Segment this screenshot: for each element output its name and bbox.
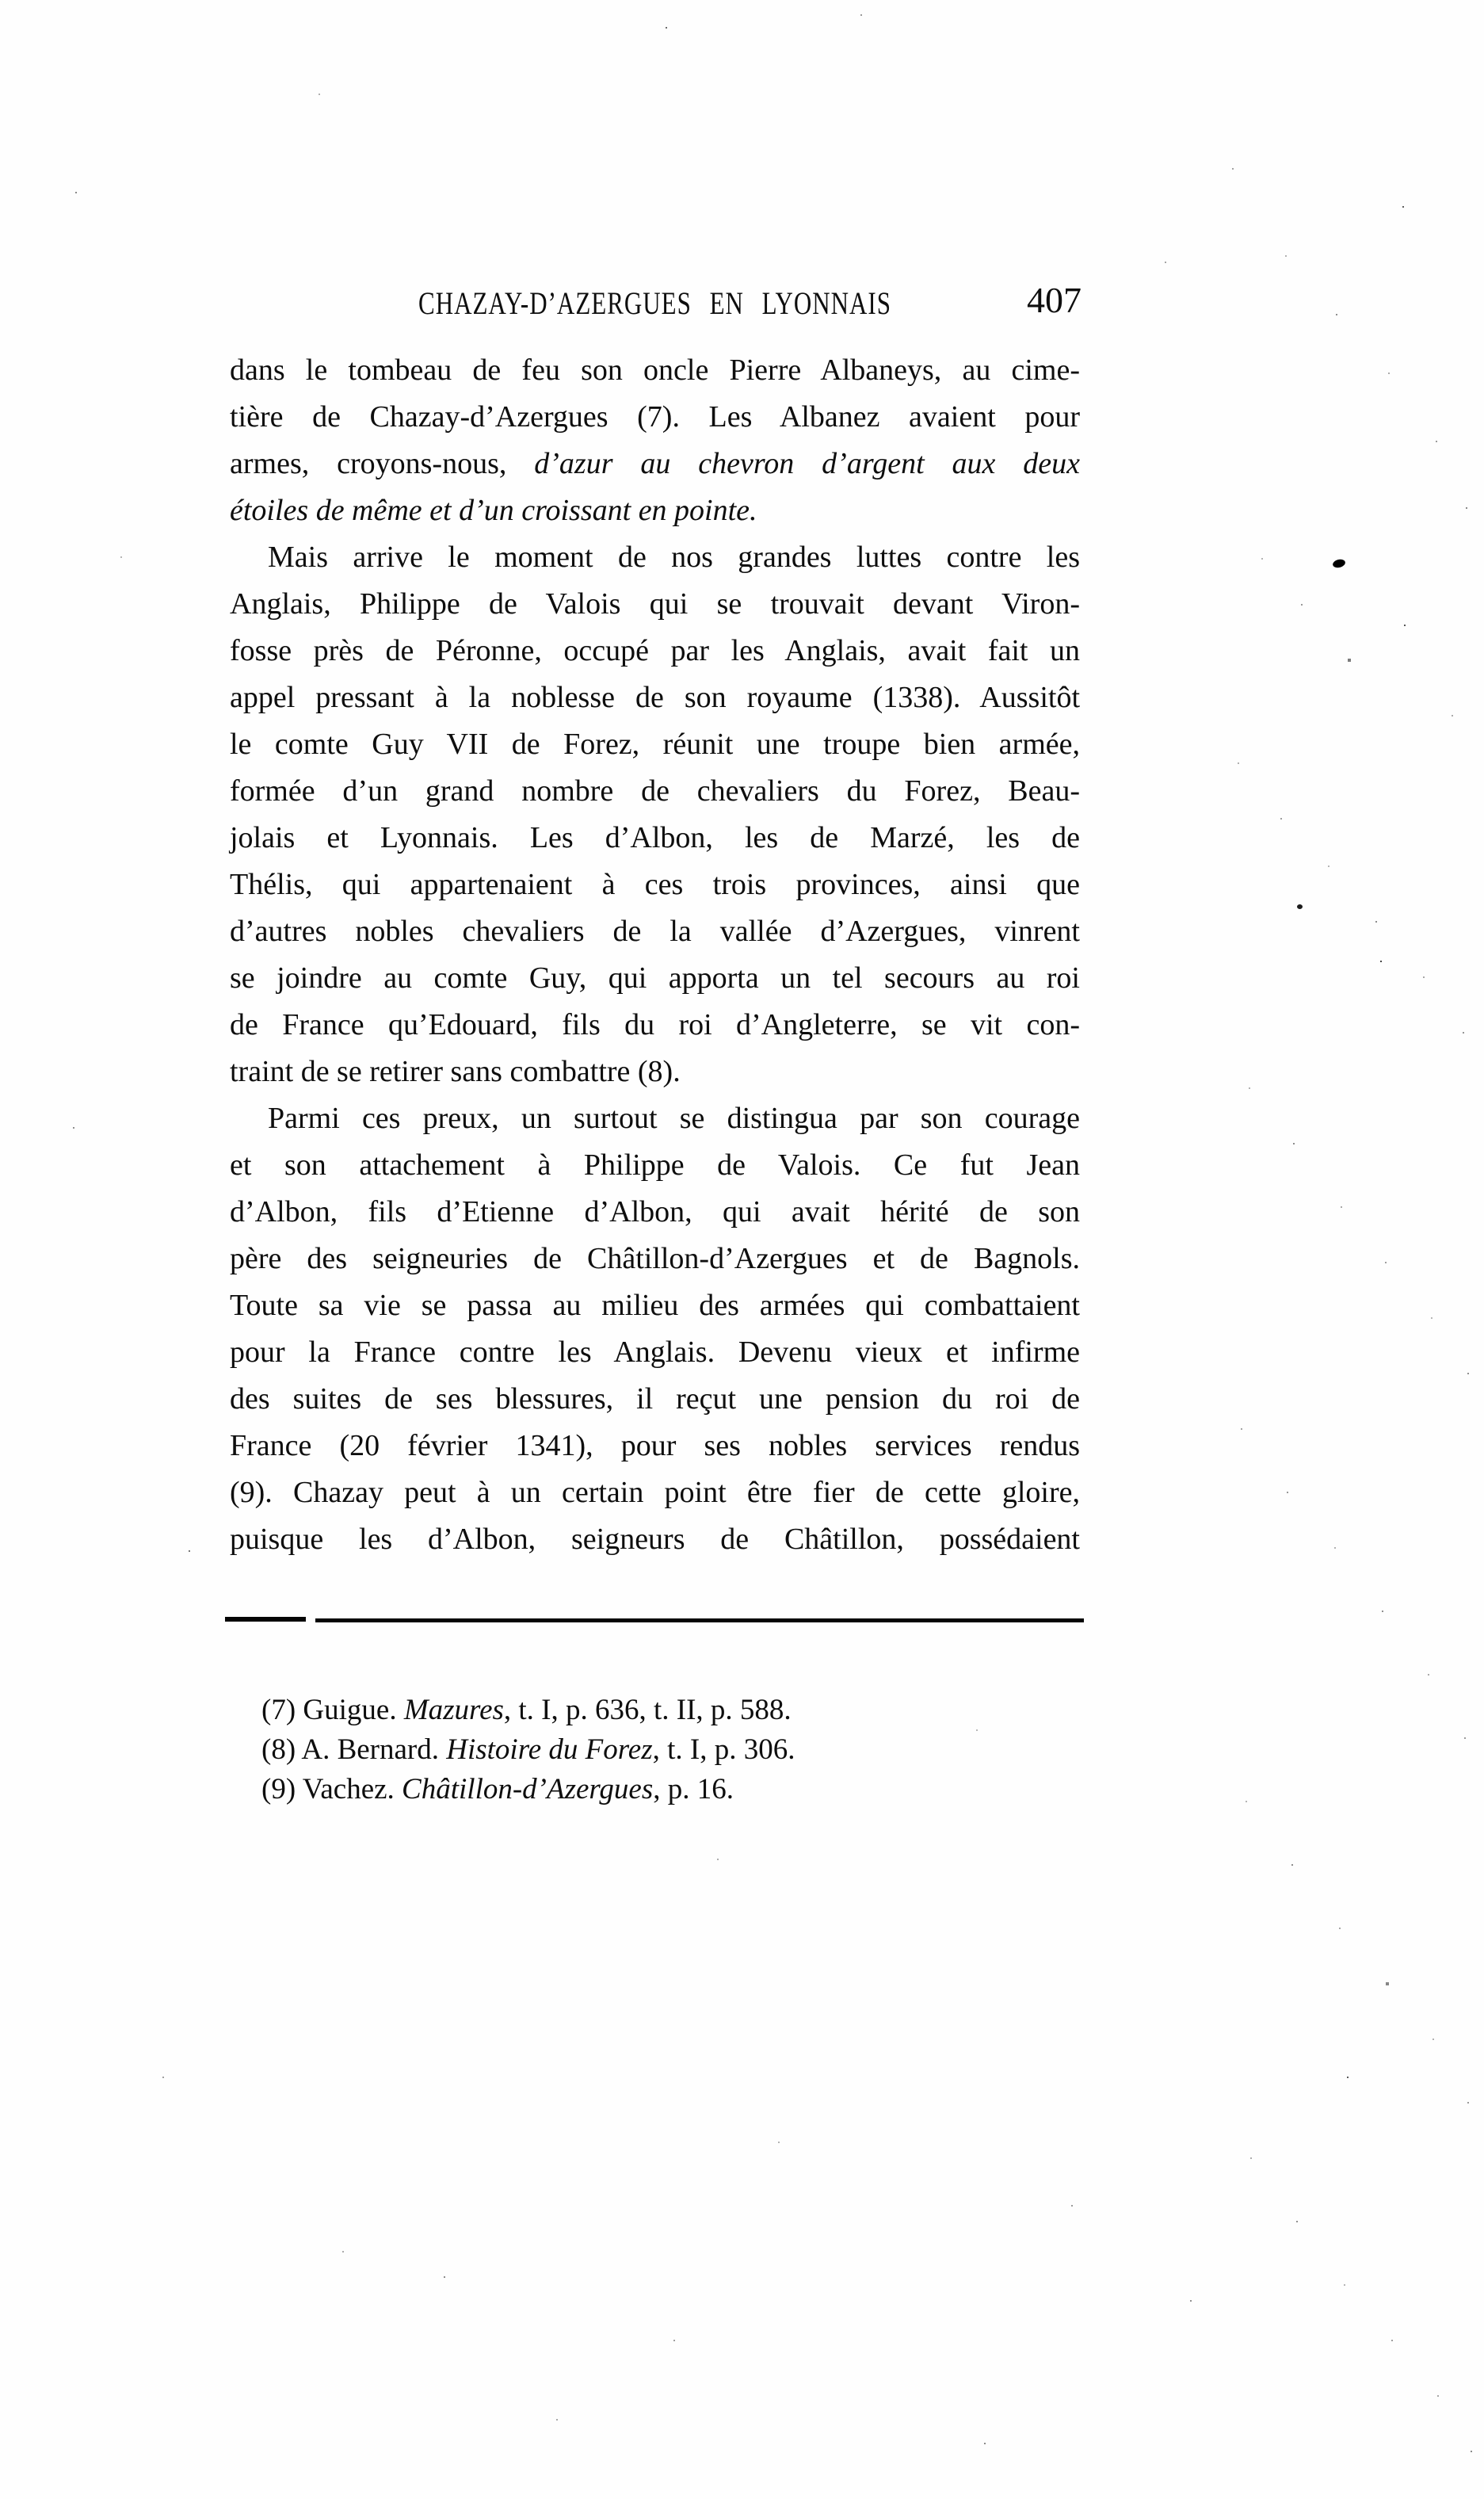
text-segment: , t. I, p. 306. xyxy=(652,1733,795,1766)
footnote-line xyxy=(230,1770,1080,1809)
text-segment: puisque les d’Albon, seigneurs de Châtillon, possédaient xyxy=(230,1523,1080,1556)
body-text-block xyxy=(230,347,1080,1563)
running-head-title: CHAZAY-D’AZERGUES EN LYONNAIS xyxy=(418,285,891,321)
text-segment: (9). Chazay peut à un certain point être fier de cette gloire, xyxy=(230,1476,1080,1509)
italic-text-segment: étoiles de même et d’un croissant en pointe. xyxy=(230,494,757,527)
body-line xyxy=(230,1329,1080,1376)
text-segment: , t. I, p. 636, t. II, p. 588. xyxy=(503,1694,792,1726)
text-segment: fosse près de Péronne, occupé par les Anglais, avait fait un xyxy=(230,634,1080,667)
body-line xyxy=(230,534,1080,581)
ink-dot-artifact xyxy=(1297,904,1303,909)
body-line xyxy=(230,1189,1080,1236)
text-segment: le comte Guy VII de Forez, réunit une troupe bien armée, xyxy=(230,728,1080,761)
text-segment: Anglais, Philippe de Valois qui se trouvait devant Viron- xyxy=(230,587,1080,621)
body-line xyxy=(230,674,1080,721)
scan-noise-speckle xyxy=(0,0,2,2)
text-segment: dans le tombeau de feu son oncle Pierre Albaneys, au cime- xyxy=(230,353,1080,387)
body-line xyxy=(230,768,1080,815)
footnote-rule-main-segment xyxy=(315,1618,1084,1622)
text-segment: pour la France contre les Anglais. Devenu vieux et infirme xyxy=(230,1335,1080,1369)
text-segment: de France qu’Edouard, fils du roi d’Angleterre, se vit con- xyxy=(230,1008,1080,1041)
text-segment: France (20 février 1341), pour ses nobles services rendus xyxy=(230,1429,1080,1462)
body-line xyxy=(230,1142,1080,1189)
body-line xyxy=(230,1282,1080,1329)
text-segment: des suites de ses blessures, il reçut une pension du roi de xyxy=(230,1382,1080,1416)
text-segment: traint de se retirer sans combattre (8). xyxy=(230,1055,681,1088)
text-segment: se joindre au comte Guy, qui apporta un tel secours au roi xyxy=(230,961,1080,995)
text-segment: d’Albon, fils d’Etienne d’Albon, qui avait hérité de son xyxy=(230,1195,1080,1228)
body-line xyxy=(230,955,1080,1002)
italic-text-segment: Mazures xyxy=(403,1694,504,1726)
text-segment: jolais et Lyonnais. Les d’Albon, les de Marzé, les de xyxy=(230,821,1080,854)
body-line xyxy=(230,1095,1080,1142)
body-line xyxy=(230,487,1080,534)
text-segment: Toute sa vie se passa au milieu des armées qui combattaient xyxy=(230,1289,1080,1322)
text-segment: formée d’un grand nombre de chevaliers du Forez, Beau- xyxy=(230,774,1080,808)
body-line xyxy=(230,347,1080,394)
footnote-rule-left-segment xyxy=(225,1617,306,1622)
text-segment: (7) Guigue. xyxy=(261,1694,404,1726)
body-line xyxy=(230,862,1080,908)
body-line xyxy=(230,1469,1080,1516)
body-line xyxy=(230,815,1080,862)
text-segment: (9) Vachez. xyxy=(261,1773,402,1805)
italic-text-segment: d’azur au chevron d’argent aux deux xyxy=(534,447,1081,480)
text-segment: , p. 16. xyxy=(653,1773,734,1805)
body-line xyxy=(230,1516,1080,1563)
text-segment: Mais arrive le moment de nos grandes luttes contre les xyxy=(268,541,1080,574)
ink-blob-artifact xyxy=(1332,558,1346,569)
text-segment: Parmi ces preux, un surtout se distingua par son courage xyxy=(268,1102,1080,1135)
text-segment: appel pressant à la noblesse de son royaume (1338). Aussitôt xyxy=(230,681,1080,714)
body-line xyxy=(230,1423,1080,1469)
footnote-line xyxy=(230,1730,1080,1770)
text-segment: armes, croyons-nous, xyxy=(230,447,535,480)
body-line xyxy=(230,441,1080,487)
body-line xyxy=(230,1002,1080,1049)
body-line xyxy=(230,394,1080,441)
text-segment: tière de Chazay-d’Azergues (7). Les Albanez avaient pour xyxy=(230,400,1080,434)
body-line xyxy=(230,721,1080,768)
body-line xyxy=(230,1236,1080,1282)
footnotes-block xyxy=(230,1691,1080,1809)
text-segment: père des seigneuries de Châtillon-d’Azergues et de Bagnols. xyxy=(230,1242,1080,1275)
italic-text-segment: Histoire du Forez xyxy=(446,1733,653,1766)
text-segment: Thélis, qui appartenaient à ces trois provinces, ainsi que xyxy=(230,868,1080,901)
page-number: 407 xyxy=(1027,280,1082,320)
italic-text-segment: Châtillon-d’Azergues xyxy=(402,1773,654,1805)
body-line xyxy=(230,908,1080,955)
body-line xyxy=(230,628,1080,674)
footnote-line xyxy=(230,1691,1080,1730)
body-line xyxy=(230,581,1080,628)
text-segment: d’autres nobles chevaliers de la vallée d’Azergues, vinrent xyxy=(230,915,1080,948)
text-segment: (8) A. Bernard. xyxy=(261,1733,447,1766)
text-segment: et son attachement à Philippe de Valois. Ce fut Jean xyxy=(230,1148,1080,1182)
body-line xyxy=(230,1376,1080,1423)
body-line xyxy=(230,1049,1080,1095)
